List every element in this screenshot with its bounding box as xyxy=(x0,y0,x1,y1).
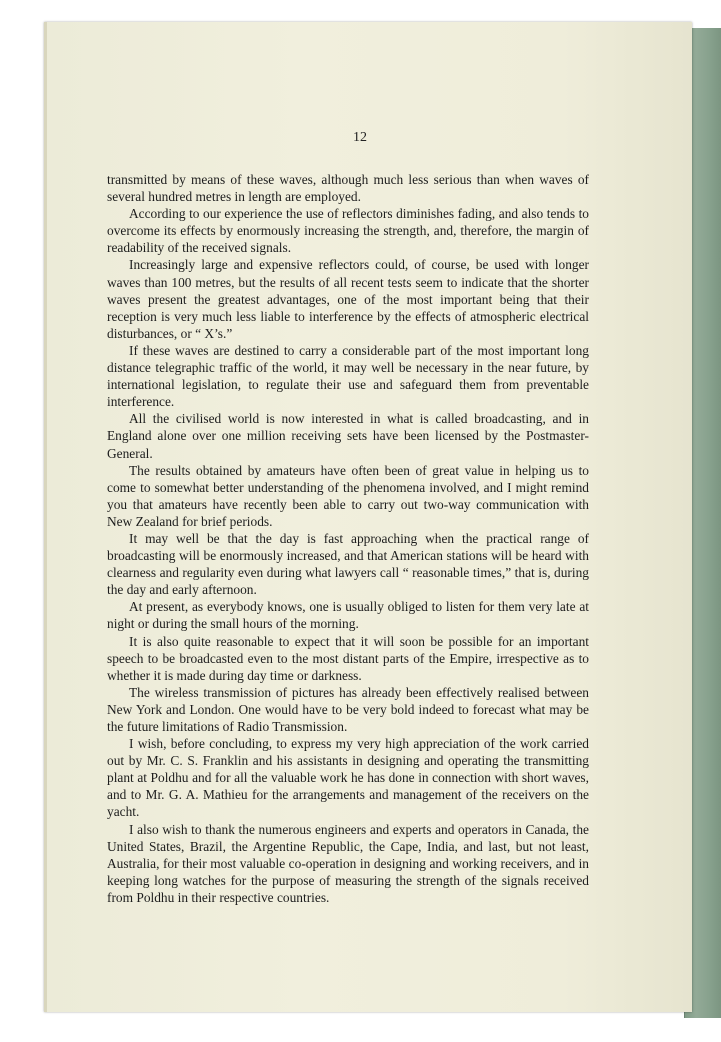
body-text xyxy=(107,171,589,906)
page-binding-edge xyxy=(44,22,47,1012)
paragraph-4: If these waves are destined to carry a considerable part of the most important long distance telegraphic traffic of the world, it may well be necessary in the near future, by international legislation, to regulate their use and safeguard them from preventable interference. xyxy=(107,342,589,410)
paragraph-1: transmitted by means of these waves, although much less serious than when waves of several hundred metres in length are employed. xyxy=(107,172,589,205)
paragraph-11: I wish, before concluding, to express my very high appreciation of the work carried out by Mr. C. S. Franklin and his assistants in designing and operating the transmitting plant at Poldhu and for all the valuable work he has done in connection with short waves, and to Mr. G. A. Mathieu for the arrangements and management of the receivers on the yacht. xyxy=(107,736,589,820)
paragraph-8: At present, as everybody knows, one is usually obliged to listen for them very late at night or during the small hours of the morning. xyxy=(107,599,589,632)
paragraph-3: Increasingly large and expensive reflectors could, of course, be used with longer waves than 100 metres, but the results of all recent tests seem to indicate that the shorter waves present the greatest advantages, one of the most important being that their reception is very much less liable to interference by the effects of atmospheric electrical disturbances, or “ X’s.” xyxy=(107,257,589,341)
paragraph-10: The wireless transmission of pictures has already been effectively realised between New York and London. One would have to be very bold indeed to forecast what may be the future limitations of Radio Transmission. xyxy=(107,684,589,734)
page-number: 12 xyxy=(353,130,367,145)
paragraph-9: It is also quite reasonable to expect that it will soon be possible for an important speech to be broadcasted even to the most distant parts of the Empire, irrespective as to whether it is made during day time or darkness. xyxy=(107,633,589,683)
paragraph-12: I also wish to thank the numerous engineers and experts and operators in Canada, the United States, Brazil, the Argentine Republic, the Cape, India, and last, but not least, Australia, for their most valuable co-operation in designing and working receivers, and in keeping long watches for the purpose of measuring the strength of the signals received from Poldhu in their respective countries. xyxy=(107,821,589,905)
paragraph-5: All the civilised world is now interested in what is called broadcasting, and in England alone over one million receiving sets have been licensed by the Postmaster-General. xyxy=(107,411,589,461)
paragraph-6: The results obtained by amateurs have often been of great value in helping us to come to somewhat better understanding of the phenomena involved, and I might remind you that amateurs have recently been able to carry out two-way communication with New Zealand for brief periods. xyxy=(107,462,589,529)
paragraph-2: According to our experience the use of reflectors diminishes fading, and also tends to overcome its effects by enormously increasing the strength, and, therefore, the margin of readability of the received signals. xyxy=(107,206,589,256)
paragraph-7: It may well be that the day is fast approaching when the practical range of broadcasting will be enormously increased, and that American stations will be heard with clearness and regularity even during what lawyers call “ reasonable times,” that is, during the day and early afternoon. xyxy=(107,530,589,598)
